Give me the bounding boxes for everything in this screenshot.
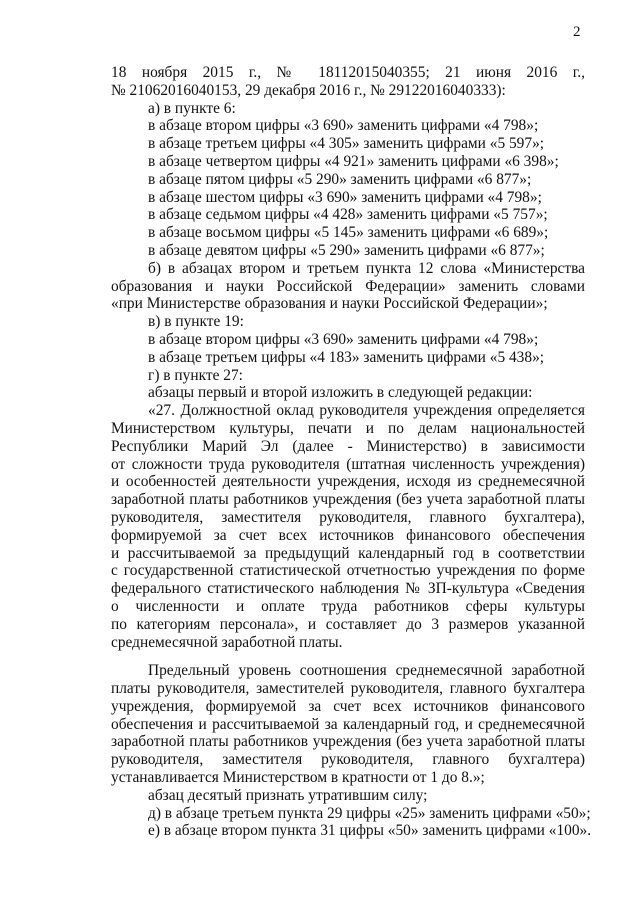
text-line: заработной платы работников учреждения (без учета заработной платы [111, 733, 585, 751]
text-line: формируемой за счет всех источников финансового обеспечения [111, 526, 585, 544]
text-line: и особенностей деятельности учреждения, исходя из среднемесячной [111, 473, 585, 491]
text-line: по категориям персонала», и составляет до 3 размеров указанной [111, 615, 585, 633]
text-line: «при Министерстве образования и науки Российской Федерации»; [111, 295, 548, 313]
text-line: Республики Марий Эл (далее - Министерство) в зависимости [111, 437, 585, 455]
text-line: абзац десятый признать утратившим силу; [148, 786, 428, 804]
text-line: руководителя, заместителя руководителя, главного бухгалтера) [111, 751, 585, 769]
text-line: в абзаце третьем цифры «4 183» заменить цифрами «5 438»; [148, 348, 545, 366]
text-line: и рассчитываемой за предыдущий календарный год в соответствии [111, 544, 585, 562]
text-line: Предельный уровень соотношения среднемесячной заработной [148, 662, 585, 680]
page-number: 2 [573, 24, 581, 40]
text-line: в абзаце третьем цифры «4 305» заменить цифрами «5 597»; [148, 135, 545, 153]
text-line: заработной платы работников учреждения (без учета заработной платы [111, 491, 585, 509]
text-line: б) в абзацах втором и третьем пункта 12 слова «Министерства [148, 259, 585, 277]
text-line: № 21062016040153, 29 декабря 2016 г., № 29122016040333): [111, 81, 506, 99]
text-line: о численности и оплате труда работников сферы культуры [111, 597, 585, 615]
text-line: абзацы первый и второй изложить в следующей редакции: [148, 384, 533, 402]
text-line: в абзаце пятом цифры «5 290» заменить цифрами «6 877»; [148, 170, 532, 188]
text-line: устанавливается Министерством в кратности от 1 до 8.»; [111, 769, 485, 787]
text-line: в абзаце втором цифры «3 690» заменить цифрами «4 798»; [148, 330, 539, 348]
text-line: в абзаце втором цифры «3 690» заменить цифрами «4 798»; [148, 117, 539, 135]
text-line: в абзаце четвертом цифры «4 921» заменить цифрами «6 398»; [148, 152, 559, 170]
text-line: обеспечения и рассчитываемой за календарный год, и среднемесячной [111, 715, 585, 733]
text-line: в абзаце девятом цифры «5 290» заменить цифрами «6 877»; [148, 241, 545, 259]
document-body [111, 64, 592, 840]
text-line: в) в пункте 19: [148, 313, 244, 331]
text-line: в абзаце седьмом цифры «4 428» заменить цифрами «5 757»; [148, 206, 548, 224]
text-line: е) в абзаце втором пункта 31 цифры «50» заменить цифрами «100». [148, 822, 592, 840]
text-line: от сложности труда руководителя (штатная численность учреждения) [111, 455, 585, 473]
text-line: учреждения, формируемой за счет всех источников финансового [111, 697, 585, 715]
text-line: 18 ноября 2015 г., № 18112015040355; 21 июня 2016 г., [111, 64, 585, 81]
text-line: с государственной статистической отчетностью учреждения по форме [111, 562, 585, 580]
text-line: среднемесячной заработной платы. [111, 633, 343, 651]
text-line: Министерством культуры, печати и по делам национальностей [111, 419, 585, 437]
text-line: образования и науки Российской Федерации» заменить словами [111, 277, 585, 295]
text-line: руководителя, заместителя руководителя, главного бухгалтера), [111, 508, 585, 526]
text-line: в абзаце восьмом цифры «5 145» заменить цифрами «6 689»; [148, 224, 549, 242]
text-line: а) в пункте 6: [148, 99, 236, 117]
text-line: в абзаце шестом цифры «3 690» заменить цифрами «4 798»; [148, 188, 542, 206]
text-line: «27. Должностной оклад руководителя учреждения определяется [148, 402, 585, 420]
text-line: г) в пункте 27: [148, 366, 243, 384]
paragraph-gap [111, 651, 585, 662]
text-line: д) в абзаце третьем пункта 29 цифры «25» заменить цифрами «50»; [148, 804, 591, 822]
text-line: платы руководителя, заместителей руководителя, главного бухгалтера [111, 680, 585, 698]
text-line: федерального статистического наблюдения № ЗП-культура «Сведения [111, 580, 585, 598]
